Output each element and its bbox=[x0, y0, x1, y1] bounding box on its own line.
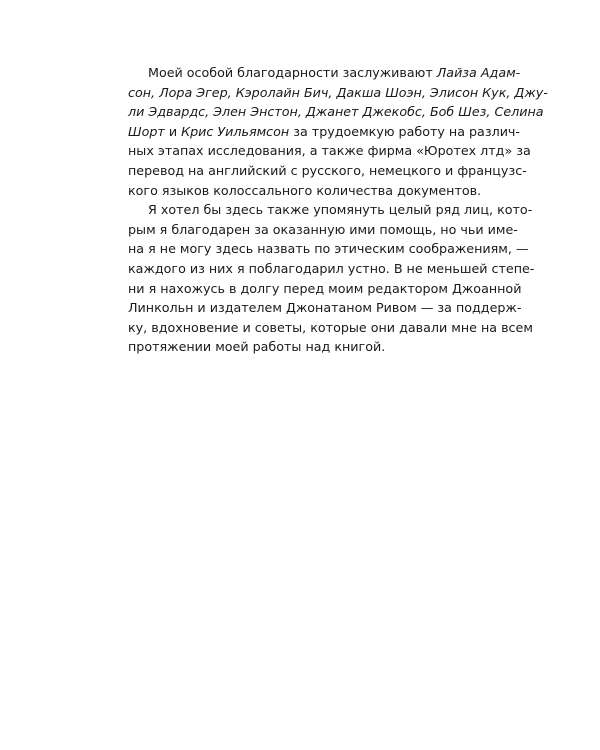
text-line bbox=[128, 239, 529, 259]
text-segment: ку, вдохновение и советы, которые они давали мне на всем bbox=[128, 319, 533, 335]
text-line bbox=[128, 161, 527, 181]
text-line bbox=[128, 279, 522, 299]
text-segment: и bbox=[164, 123, 182, 139]
text-line bbox=[128, 83, 548, 103]
text-segment: Линкольн и издателем Джонатаном Ривом — за поддерж- bbox=[128, 300, 522, 316]
text-segment: кого языков колоссального количества документов. bbox=[128, 182, 482, 198]
person-name: сон, Лора Эгер, Кэролайн Бич, Дакша Шоэн, Элисон Кук, Джу- bbox=[128, 84, 548, 100]
text-line bbox=[128, 181, 482, 201]
text-line bbox=[128, 63, 521, 83]
text-segment: протяжении моей работы над книгой. bbox=[128, 339, 386, 355]
text-line bbox=[128, 141, 531, 161]
paragraph bbox=[128, 63, 548, 200]
text-segment: за трудоемкую работу на различ- bbox=[289, 123, 521, 139]
text-segment: ных этапах исследования, а также фирма «Юротех лтд» за bbox=[128, 143, 531, 159]
text-segment: ни я нахожусь в долгу перед моим редактором Джоанной bbox=[128, 280, 522, 296]
person-name: Шорт bbox=[128, 123, 165, 139]
person-name: ли Эдвардс, Элен Энстон, Джанет Джекобс, Боб Шез, Селина bbox=[128, 104, 544, 120]
paragraph bbox=[128, 200, 535, 357]
text-line bbox=[128, 298, 522, 318]
text-segment: Я хотел бы здесь также упомянуть целый ряд лиц, кото- bbox=[148, 202, 533, 218]
text-line bbox=[128, 220, 518, 240]
text-line bbox=[128, 122, 521, 142]
text-line bbox=[128, 318, 533, 338]
acknowledgements-text bbox=[128, 63, 548, 357]
person-name: Крис Уильямсон bbox=[181, 123, 290, 139]
text-segment: Моей особой благодарности заслуживают bbox=[148, 65, 437, 80]
text-segment: каждого из них я поблагодарил устно. В не меньшей степе- bbox=[128, 260, 535, 276]
text-line bbox=[128, 337, 470, 357]
text-line bbox=[128, 102, 544, 122]
text-line bbox=[128, 200, 533, 220]
text-line bbox=[128, 259, 535, 279]
text-segment: на я не могу здесь назвать по этическим соображениям, — bbox=[128, 241, 529, 257]
person-name: Лайза Адам- bbox=[436, 65, 521, 80]
text-segment: перевод на английский с русского, немецкого и французс- bbox=[128, 162, 527, 178]
text-segment: рым я благодарен за оказанную ими помощь, но чьи име- bbox=[128, 221, 518, 237]
